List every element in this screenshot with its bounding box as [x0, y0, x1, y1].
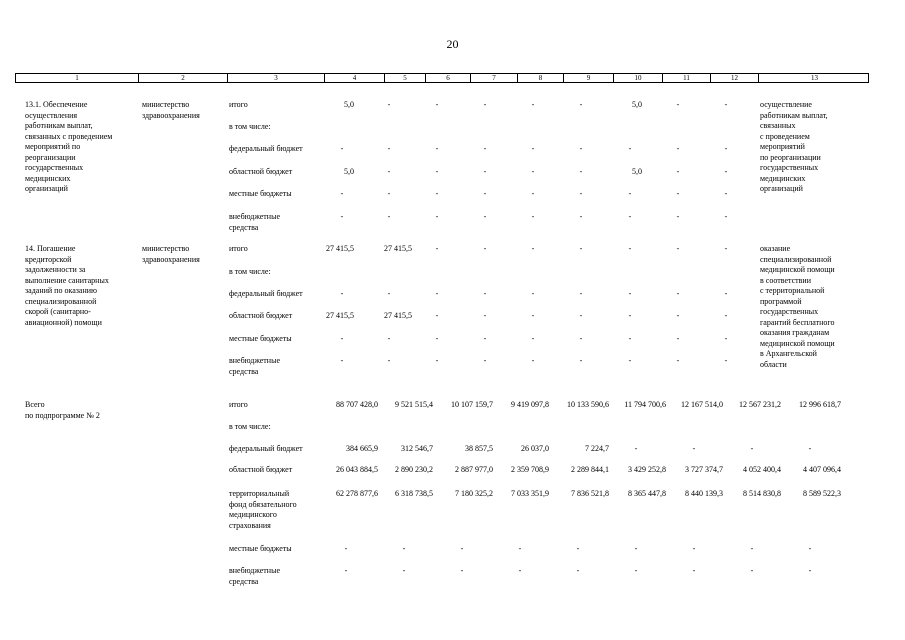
block-14-dash: - — [724, 289, 728, 298]
block-13-1-row-label-line: местные бюджеты — [229, 189, 292, 198]
column-header-12: 12 — [711, 74, 759, 82]
block-13-1-result-line: организаций — [760, 184, 803, 193]
total-value: 12 567 231,2 — [739, 400, 781, 409]
column-header-13: 13 — [811, 74, 818, 82]
block-14-dash: - — [531, 334, 535, 343]
total-dash: - — [692, 544, 696, 553]
block-14-result-line: государственных — [760, 307, 819, 316]
total-row-label-line: итого — [229, 400, 248, 409]
block-14-dash: - — [435, 289, 439, 298]
column-header-11: 11 — [663, 74, 711, 82]
total-dash: - — [808, 444, 812, 453]
block-13-1-dash: - — [724, 167, 728, 176]
total-value: 8 514 830,8 — [743, 489, 781, 498]
block-14-name-line: специализированной — [25, 296, 97, 306]
block-13-1-dash: - — [628, 144, 632, 153]
block-13-1-result-line: связанных — [760, 121, 796, 130]
block-13-1-dash: - — [387, 100, 391, 109]
block-13-1-result-line: по реорганизации — [760, 152, 821, 162]
block-13-1-executor-line: здравоохранения — [142, 110, 200, 120]
total-value: 62 278 877,6 — [336, 489, 378, 498]
block-13-1-value-v10: 5,0 — [632, 100, 642, 109]
block-14-dash: - — [435, 356, 439, 365]
column-header-4: 4 — [325, 74, 385, 82]
total-value: 2 289 844,1 — [571, 465, 609, 474]
block-14-dash: - — [579, 356, 583, 365]
total-dash: - — [576, 544, 580, 553]
total-value: 12 167 514,0 — [681, 400, 723, 409]
total-dash: - — [750, 566, 754, 575]
block-14-name-line: задолженности за — [25, 265, 86, 274]
block-14-dash: - — [724, 334, 728, 343]
block-13-1-result-line: мероприятий — [760, 142, 805, 151]
block-13-1-dash: - — [483, 167, 487, 176]
total-value: 38 857,5 — [465, 444, 493, 453]
total-row-label-line: средства — [229, 576, 259, 586]
total-value: 7 224,7 — [585, 444, 609, 453]
block-14-dash: - — [579, 334, 583, 343]
block-14-dash: - — [628, 356, 632, 365]
block-13-1-value-v4: 5,0 — [344, 167, 354, 176]
block-14-dash: - — [531, 244, 535, 253]
block-13-1-result-line: работникам выплат, — [760, 110, 828, 120]
block-13-1-dash: - — [531, 189, 535, 198]
total-value: 6 318 738,5 — [395, 489, 433, 498]
block-13-1-executor-line: министерство — [142, 100, 190, 109]
block-13-1-name-line: государственных — [25, 163, 84, 172]
block-14-dash: - — [435, 334, 439, 343]
column-header-8: 8 — [518, 74, 564, 82]
block-14-dash: - — [387, 356, 391, 365]
block-13-1-dash: - — [483, 100, 487, 109]
block-13-1-row-label-line: внебюджетные — [229, 212, 280, 221]
block-14-result-line: программой — [760, 296, 802, 306]
total-dash: - — [460, 544, 464, 553]
block-13-1-dash: - — [579, 100, 583, 109]
column-header-9: 9 — [564, 74, 614, 82]
total-dash: - — [402, 544, 406, 553]
total-value: 312 546,7 — [401, 444, 433, 453]
total-row-label-line: страхования — [229, 520, 271, 530]
block-13-1-result-line: медицинских — [760, 173, 806, 183]
block-13-1-dash: - — [628, 189, 632, 198]
block-14-dash: - — [340, 356, 344, 365]
total-value: 8 589 522,3 — [803, 489, 841, 498]
total-value: 384 665,9 — [346, 444, 378, 453]
block-14-dash: - — [676, 244, 680, 253]
block-13-1-name-line: осуществления — [25, 110, 78, 120]
block-14-dash: - — [676, 356, 680, 365]
column-header-7: 7 — [471, 74, 518, 82]
block-14-dash: - — [531, 356, 535, 365]
block-13-1-dash: - — [531, 167, 535, 176]
total-value: 2 887 977,0 — [455, 465, 493, 474]
block-14-dash: - — [483, 289, 487, 298]
block-14-dash: - — [531, 289, 535, 298]
block-13-1-dash: - — [435, 100, 439, 109]
block-13-1-dash: - — [340, 212, 344, 221]
block-14-value-v4: 27 415,5 — [326, 311, 354, 320]
block-14-value-v4: 27 415,5 — [326, 244, 354, 253]
column-header-1: 1 — [16, 74, 139, 82]
total-value: 9 521 515,4 — [395, 400, 433, 409]
block-13-1-dash: - — [724, 144, 728, 153]
total-value: 3 727 374,7 — [685, 465, 723, 474]
block-14-dash: - — [724, 311, 728, 320]
total-dash: - — [692, 566, 696, 575]
block-14-dash: - — [579, 311, 583, 320]
block-14-dash: - — [387, 334, 391, 343]
total-name-line: Всего — [25, 400, 45, 409]
block-13-1-value-v4: 5,0 — [344, 100, 354, 109]
total-dash: - — [576, 566, 580, 575]
block-13-1-dash: - — [435, 189, 439, 198]
block-13-1-dash: - — [531, 212, 535, 221]
total-value: 8 365 447,8 — [628, 489, 666, 498]
total-row-label-line: в том числе: — [229, 422, 271, 431]
block-14-value-v5: 27 415,5 — [384, 311, 412, 320]
total-dash: - — [634, 544, 638, 553]
total-value: 11 794 700,6 — [624, 400, 666, 409]
block-13-1-result-line: осуществление — [760, 100, 812, 109]
total-value: 7 836 521,8 — [571, 489, 609, 498]
total-value: 4 407 096,4 — [803, 465, 841, 474]
total-row-label-line: медицинского — [229, 510, 277, 519]
total-value: 2 359 708,9 — [511, 465, 549, 474]
total-dash: - — [634, 566, 638, 575]
block-13-1-dash: - — [579, 144, 583, 153]
block-14-dash: - — [579, 289, 583, 298]
total-dash: - — [808, 544, 812, 553]
total-value: 26 043 884,5 — [336, 465, 378, 474]
block-14-dash: - — [483, 334, 487, 343]
block-14-row-label-line: средства — [229, 366, 259, 376]
total-dash: - — [402, 566, 406, 575]
block-13-1-dash: - — [676, 212, 680, 221]
block-13-1-result-line: государственных — [760, 163, 819, 172]
block-14-dash: - — [435, 244, 439, 253]
block-14-name-line: авиационной) помощи — [25, 317, 102, 327]
column-header-2: 2 — [139, 74, 228, 82]
total-dash: - — [344, 544, 348, 553]
block-13-1-dash: - — [483, 144, 487, 153]
block-14-dash: - — [676, 334, 680, 343]
block-14-result-line: оказание — [760, 244, 791, 253]
total-value: 2 890 230,2 — [395, 465, 433, 474]
block-13-1-dash: - — [387, 189, 391, 198]
block-14-result-line: с территориальной — [760, 286, 825, 295]
block-13-1-row-label-line: в том числе: — [229, 122, 271, 131]
block-13-1-row-label-line: средства — [229, 222, 259, 232]
block-14-dash: - — [387, 289, 391, 298]
block-14-dash: - — [628, 289, 632, 298]
block-14-dash: - — [628, 334, 632, 343]
total-row-label-line: территориальный — [229, 489, 290, 498]
block-14-row-label-line: в том числе: — [229, 267, 271, 276]
block-13-1-row-label-line: областной бюджет — [229, 167, 293, 176]
block-13-1-dash: - — [628, 212, 632, 221]
total-value: 9 419 097,8 — [511, 400, 549, 409]
block-14-dash: - — [724, 356, 728, 365]
block-13-1-dash: - — [724, 189, 728, 198]
total-dash: - — [750, 444, 754, 453]
total-row-label-line: областной бюджет — [229, 465, 293, 474]
total-dash: - — [518, 566, 522, 575]
block-14-result-line: медицинской помощи — [760, 265, 835, 274]
block-14-dash: - — [483, 356, 487, 365]
block-14-name-line: заданий по оказанию — [25, 286, 98, 295]
block-14-result-line: специализированной — [760, 254, 832, 264]
total-row-label-line: фонд обязательного — [229, 499, 297, 509]
total-value: 12 996 618,7 — [799, 400, 841, 409]
block-14-row-label-line: местные бюджеты — [229, 334, 292, 343]
block-13-1-dash: - — [483, 189, 487, 198]
total-value: 3 429 252,8 — [628, 465, 666, 474]
total-dash: - — [460, 566, 464, 575]
block-14-row-label-line: федеральный бюджет — [229, 289, 303, 298]
block-14-dash: - — [628, 311, 632, 320]
block-14-name-line: кредиторской — [25, 254, 72, 264]
total-dash: - — [344, 566, 348, 575]
block-14-dash: - — [579, 244, 583, 253]
block-13-1-row-label-line: федеральный бюджет — [229, 144, 303, 153]
block-13-1-row-label-line: итого — [229, 100, 248, 109]
block-13-1-dash: - — [676, 100, 680, 109]
total-value: 7 033 351,9 — [511, 489, 549, 498]
block-14-name-line: выполнение санитарных — [25, 275, 109, 285]
block-14-dash: - — [676, 289, 680, 298]
total-dash: - — [750, 544, 754, 553]
total-value: 10 133 590,6 — [567, 400, 609, 409]
block-13-1-dash: - — [435, 212, 439, 221]
block-14-dash: - — [676, 311, 680, 320]
block-14-dash: - — [628, 244, 632, 253]
block-13-1-value-v10: 5,0 — [632, 167, 642, 176]
column-header-6: 6 — [426, 74, 471, 82]
block-13-1-name-line: 13.1. Обеспечение — [25, 100, 88, 109]
block-13-1-dash: - — [435, 167, 439, 176]
block-14-dash: - — [340, 334, 344, 343]
total-value: 7 180 325,2 — [455, 489, 493, 498]
block-13-1-dash: - — [724, 212, 728, 221]
block-13-1-dash: - — [387, 144, 391, 153]
block-14-executor-line: здравоохранения — [142, 254, 200, 264]
total-dash: - — [634, 444, 638, 453]
total-value: 8 440 139,3 — [685, 489, 723, 498]
block-14-result-line: в Архангельской — [760, 349, 817, 358]
total-value: 88 707 428,0 — [336, 400, 378, 409]
block-13-1-name-line: мероприятий по — [25, 142, 81, 151]
block-14-dash: - — [724, 244, 728, 253]
total-value: 26 037,0 — [521, 444, 549, 453]
block-14-value-v5: 27 415,5 — [384, 244, 412, 253]
block-14-row-label-line: внебюджетные — [229, 356, 280, 365]
block-14-row-label-line: итого — [229, 244, 248, 253]
block-13-1-name-line: медицинских — [25, 173, 71, 183]
block-13-1-dash: - — [340, 189, 344, 198]
block-13-1-dash: - — [387, 167, 391, 176]
block-14-name-line: скорой (санитарно- — [25, 307, 91, 316]
block-13-1-dash: - — [579, 167, 583, 176]
column-header-10: 10 — [614, 74, 663, 82]
block-14-dash: - — [483, 311, 487, 320]
column-header-3: 3 — [228, 74, 325, 82]
total-dash: - — [808, 566, 812, 575]
total-row-label-line: местные бюджеты — [229, 544, 292, 553]
block-14-row-label-line: областной бюджет — [229, 311, 293, 320]
block-13-1-name-line: связанных с проведением — [25, 131, 113, 141]
block-13-1-dash: - — [340, 144, 344, 153]
block-13-1-dash: - — [579, 189, 583, 198]
block-14-result-line: оказания гражданам — [760, 328, 830, 337]
block-13-1-dash: - — [483, 212, 487, 221]
block-13-1-result-line: с проведением — [760, 131, 810, 141]
block-13-1-dash: - — [676, 167, 680, 176]
block-13-1-dash: - — [435, 144, 439, 153]
block-13-1-dash: - — [676, 189, 680, 198]
block-14-result-line: области — [760, 359, 787, 369]
column-header-row — [15, 73, 869, 83]
block-14-dash: - — [435, 311, 439, 320]
block-14-result-line: гарантий бесплатного — [760, 317, 835, 327]
block-13-1-dash: - — [531, 100, 535, 109]
total-value: 4 052 400,4 — [743, 465, 781, 474]
block-13-1-dash: - — [676, 144, 680, 153]
block-13-1-dash: - — [531, 144, 535, 153]
page-number: 20 — [446, 37, 459, 51]
block-14-result-line: в соответствии — [760, 275, 811, 285]
block-14-name-line: 14. Погашение — [25, 244, 76, 253]
total-row-label-line: внебюджетные — [229, 566, 280, 575]
block-14-executor-line: министерство — [142, 244, 190, 253]
block-13-1-name-line: реорганизации — [25, 152, 76, 162]
block-13-1-dash: - — [724, 100, 728, 109]
block-14-dash: - — [340, 289, 344, 298]
block-13-1-dash: - — [579, 212, 583, 221]
total-dash: - — [692, 444, 696, 453]
total-name-line: по подпрограмме № 2 — [25, 410, 100, 420]
block-13-1-name-line: организаций — [25, 184, 68, 193]
column-header-5: 5 — [385, 74, 426, 82]
block-14-dash: - — [531, 311, 535, 320]
block-14-dash: - — [483, 244, 487, 253]
total-row-label-line: федеральный бюджет — [229, 444, 303, 453]
total-dash: - — [518, 544, 522, 553]
total-value: 10 107 159,7 — [451, 400, 493, 409]
block-14-result-line: медицинской помощи — [760, 338, 835, 348]
block-13-1-dash: - — [387, 212, 391, 221]
block-13-1-name-line: работникам выплат, — [25, 121, 93, 130]
